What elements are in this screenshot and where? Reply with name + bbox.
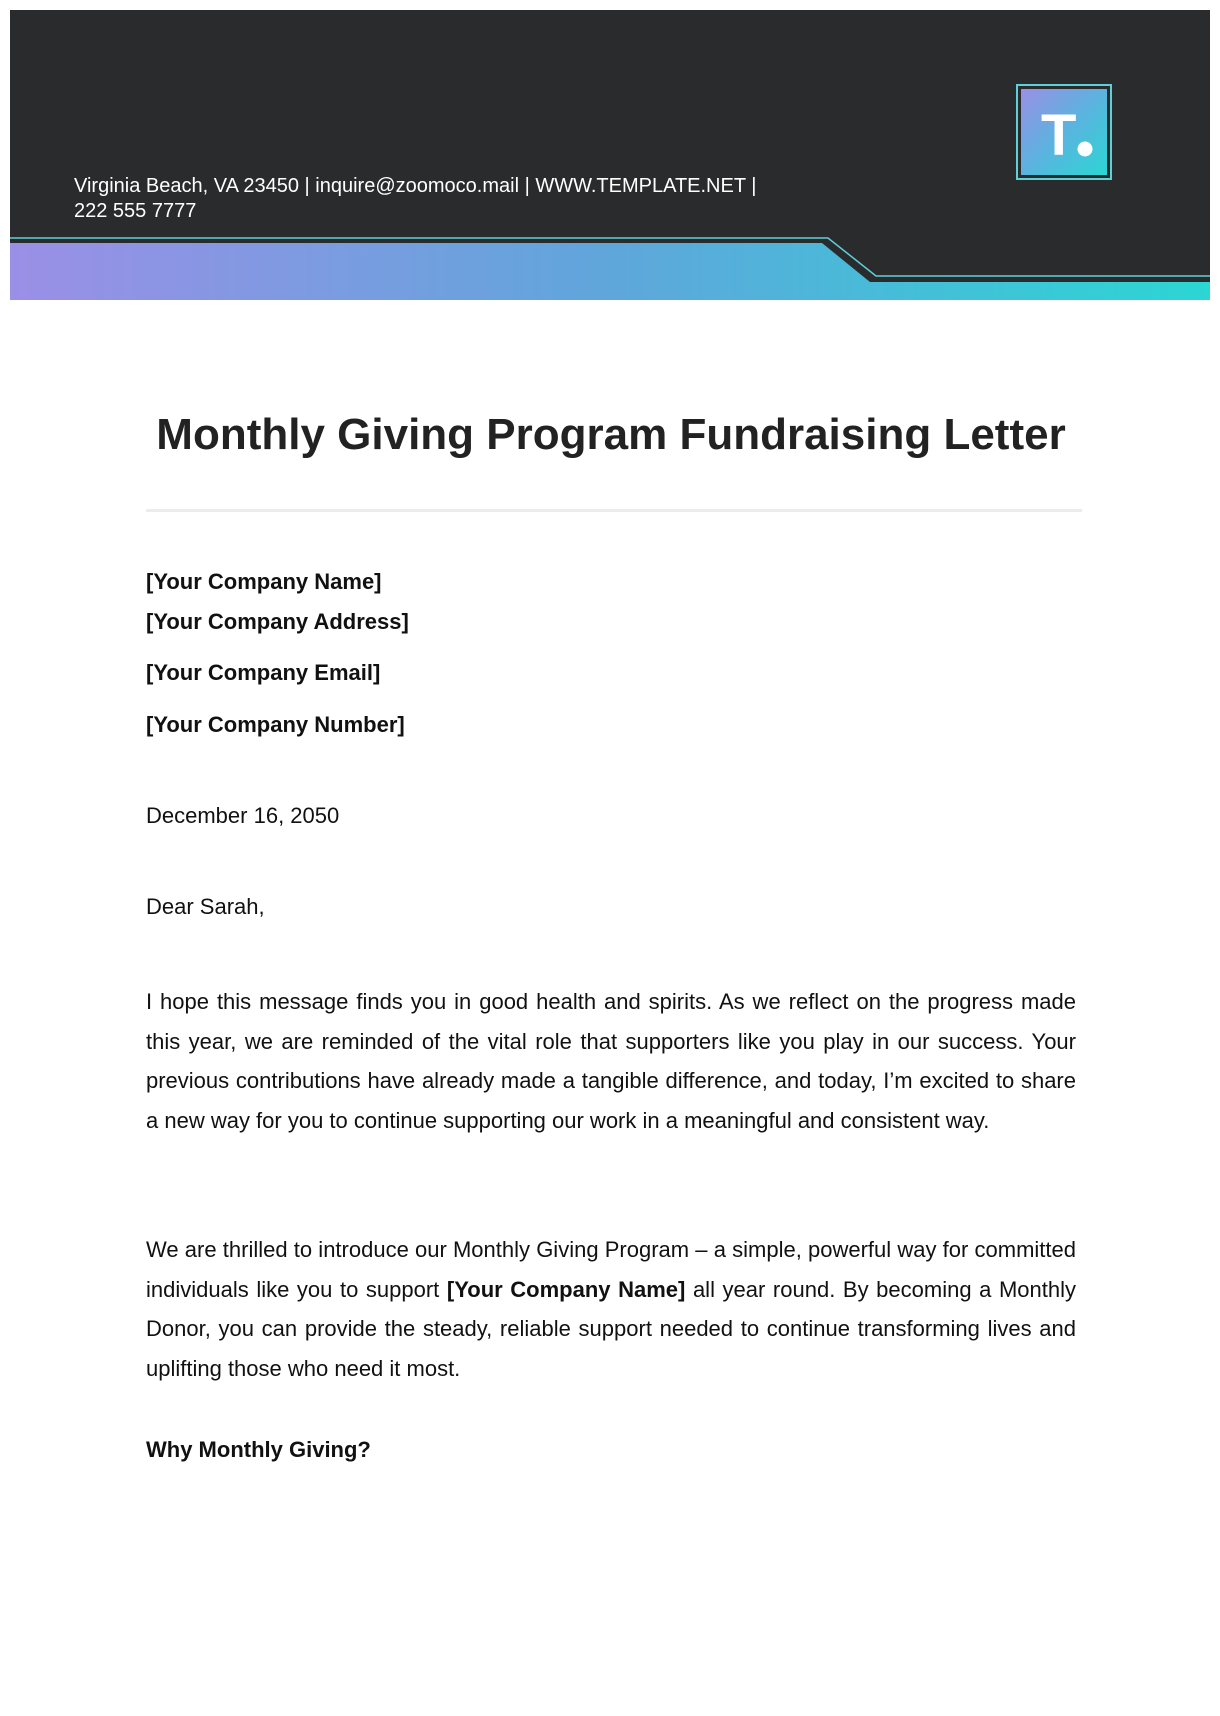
paragraph-intro: I hope this message finds you in good health and spirits. As we reflect on the progress made this year, we are reminded of the vital role that supporters like you play in our success. Your previous contributions have already made a tangible difference, and today, I’m excited to share a new way for you to continue supporting our work in a meaningful and consistent way.: [146, 989, 1076, 1133]
logo-tile: [1021, 89, 1107, 175]
paragraph-program-company: [Your Company Name]: [446, 1276, 686, 1302]
sender-company-address: [Your Company Address]: [146, 609, 409, 634]
logo-t-icon: [1021, 89, 1107, 175]
paragraph-program-start: We are thrilled to introduce our Monthly Giving Program – a simple, powerful way for committed individuals like you to support: [146, 1237, 1076, 1302]
logo-letter: T: [1041, 103, 1077, 168]
sender-company-email: [Your Company Email]: [146, 660, 381, 685]
gradient-band: [10, 243, 1210, 300]
contact-info: [74, 174, 834, 224]
sender-company-name: [Your Company Name]: [146, 569, 382, 594]
contact-line-2: 222 555 7777: [74, 200, 197, 222]
letter-date: December 16, 2050: [146, 803, 340, 828]
company-logo: [1016, 84, 1112, 180]
title-divider: [146, 509, 1082, 512]
section-heading-why-monthly: Why Monthly Giving?: [146, 1437, 371, 1462]
contact-line-1: Virginia Beach, VA 23450 | inquire@zoomoco.mail | WWW.TEMPLATE.NET |: [74, 175, 757, 197]
salutation: Dear Sarah,: [146, 894, 265, 919]
sender-company-number: [Your Company Number]: [146, 712, 405, 737]
paragraph-program: [146, 1230, 1076, 1388]
page-title: Monthly Giving Program Fundraising Letter: [156, 410, 1066, 459]
letterhead-banner: [10, 10, 1210, 300]
paragraph-program-end: all year round. By becoming a Monthly Donor, you can provide the steady, reliable support needed to continue transforming lives and uplifting those who need it most.: [146, 1276, 1077, 1381]
